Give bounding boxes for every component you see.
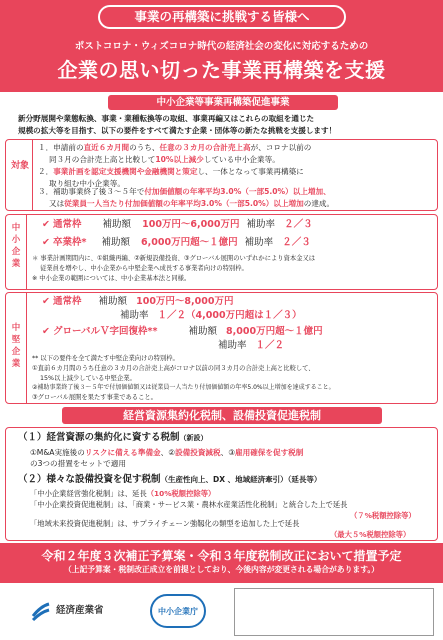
tax-item2-title: （２）様々な設備投資を促す税制（生産性向上、DX 、地域経済牽引）（延長等） [18, 474, 322, 485]
mid-row1: ✔ 通常枠 補助額 100万円～8,000万円 [42, 296, 234, 307]
sme-note3: ※ 中小企業の範囲については、中小企業基本法と同様。 [32, 275, 191, 282]
sme-divider [26, 215, 27, 289]
header-pill: 事業の再構築に挑戦する皆様へ [98, 5, 346, 29]
meti-name: 経済産業省 [56, 605, 104, 616]
tax-item2-line2: 「中小企業投資促進税制」は、「商業・サービス業・農林水産業活性化税制」と統合した上で延長 [30, 500, 348, 509]
tax-item2-line3: 「地域未来投資促進税制」は、サプライチェーン強靱化の類型を追加した上で延長 [30, 519, 300, 528]
mid-note3: 15%以上減少している中堅企業。 [40, 375, 136, 382]
tax-item1-title: （１）経営資源の集約化に資する税制（新設） [18, 432, 208, 443]
check-icon: ✔ [42, 296, 50, 307]
intro-line1: 新分野展開や業態転換、事業・業種転換等の取組、事業再編又はこれらの取組を通じた [18, 114, 315, 123]
footer-line2: （上記予算案・税制改正成立を前提としており、今後内容が変更される場合があります。） [63, 565, 380, 574]
check-icon: ✔ [42, 326, 50, 337]
sme-row2: ✔ 卒業枠* 補助額 6,000万円超～１億円 補助率 ２／３ [42, 237, 311, 248]
section1-bar: 中小企業等事業再構築促進事業 [108, 95, 338, 110]
main-title: 企業の思い切った事業再構築を支援 [57, 58, 386, 82]
tax-item2-line1: 「中小企業経営強化税制」は、延長（10%税額控除等） [30, 489, 216, 498]
req2-line1: ２．事業計画を認定支援機関や金融機関と策定し、一体となって事業再構築に [38, 167, 304, 176]
tax-item1-line1: ①M&A実施後のリスクに備える準備金、②設備投資減税、③雇用確保を促す税制 [30, 448, 304, 457]
check-icon: ✔ [42, 237, 50, 248]
mid-note1: ** 以下の要件を全て満たす中堅企業向けの特別枠。 [32, 355, 179, 362]
chusho-logo [150, 594, 206, 628]
tax-item1-line2: の3つの措置をセットで適用 [30, 459, 126, 468]
intro-line2: 規模の拡大等を目指す、以下の要件をすべて満たす企業・団体等の新たな挑戦を支援します！ [18, 126, 337, 135]
req2-line2: 取り組む中小企業等。 [49, 179, 125, 188]
mid-divider [26, 293, 27, 403]
target-divider [32, 140, 33, 210]
sme-row1: ✔ 通常枠 補助額 100万円～6,000万円 補助率 ２／３ [42, 219, 313, 230]
tax-item2-line3-rate: （最大５%税額控除等） [330, 530, 411, 539]
req3-line2: 又は従業員一人当たり付加価値額の年率平均3.0%（一部5.0%）以上増加の達成。 [49, 199, 335, 208]
meti-logo-icon [30, 600, 52, 622]
tax-item2-line2-rate: （７%税額控除等） [350, 511, 416, 520]
mid-row1-rate: 補助率 １／２（4,000万円超は１／３） [120, 310, 302, 321]
check-icon: ✔ [42, 219, 50, 230]
target-label: 対象 [10, 161, 29, 171]
req1-line1: １．申請前の直近６カ月間のうち、任意の３カ月の合計売上高が、コロナ以前の [38, 143, 312, 152]
mid-row2-rate: 補助率 １／２ [218, 340, 285, 351]
sme-label: 中小企業 [11, 223, 21, 269]
mid-row2: ✔ グローバルＶ字回復枠** 補助額 8,000万円超～１億円 [42, 326, 323, 337]
mid-note5: ③グローバル展開を果たす事業であること。 [32, 394, 157, 401]
sme-note1: ＊ 事業計画期間内に、①組織再編、②新規設備投資、③グローバル展開のいずれかにより資本金又は [32, 255, 316, 262]
sme-note2: 従業員を増やし、中小企業から中堅企業へ成長する事業者向けの特別枠。 [40, 265, 248, 272]
section1-intro [18, 113, 438, 137]
footer-line1: 令和２年度３次補正予算案・令和３年度税制改正において措置予定 [41, 549, 402, 563]
req3-line1: ３．補助事業終了後３～５年で付加価値額の年率平均3.0%（一部5.0%）以上増加、 [38, 187, 331, 196]
mid-label: 中堅企業 [11, 323, 21, 369]
mid-note2: ①直前６カ月間のうち任意の３カ月の合計売上高がコロナ以前の同３カ月の合計売上高と比較して、 [32, 365, 315, 372]
chusho-logo-text: 中小企業庁 [158, 606, 198, 616]
blank-stamp-box [234, 588, 434, 636]
req1-line2: 同３月の合計売上高と比較して10%以上減少している中小企業等。 [49, 155, 280, 164]
header-subtitle: ポストコロナ・ウィズコロナ時代の経済社会の変化に対応するための [74, 41, 369, 52]
section2-bar: 経営資源集約化税制、設備投資促進税制 [62, 407, 382, 424]
mid-note4: ②補助事業終了後３～５年で付加価値額又は従業員一人当たり付加価値額の年率5.0%以上増加を達成すること。 [32, 384, 335, 391]
